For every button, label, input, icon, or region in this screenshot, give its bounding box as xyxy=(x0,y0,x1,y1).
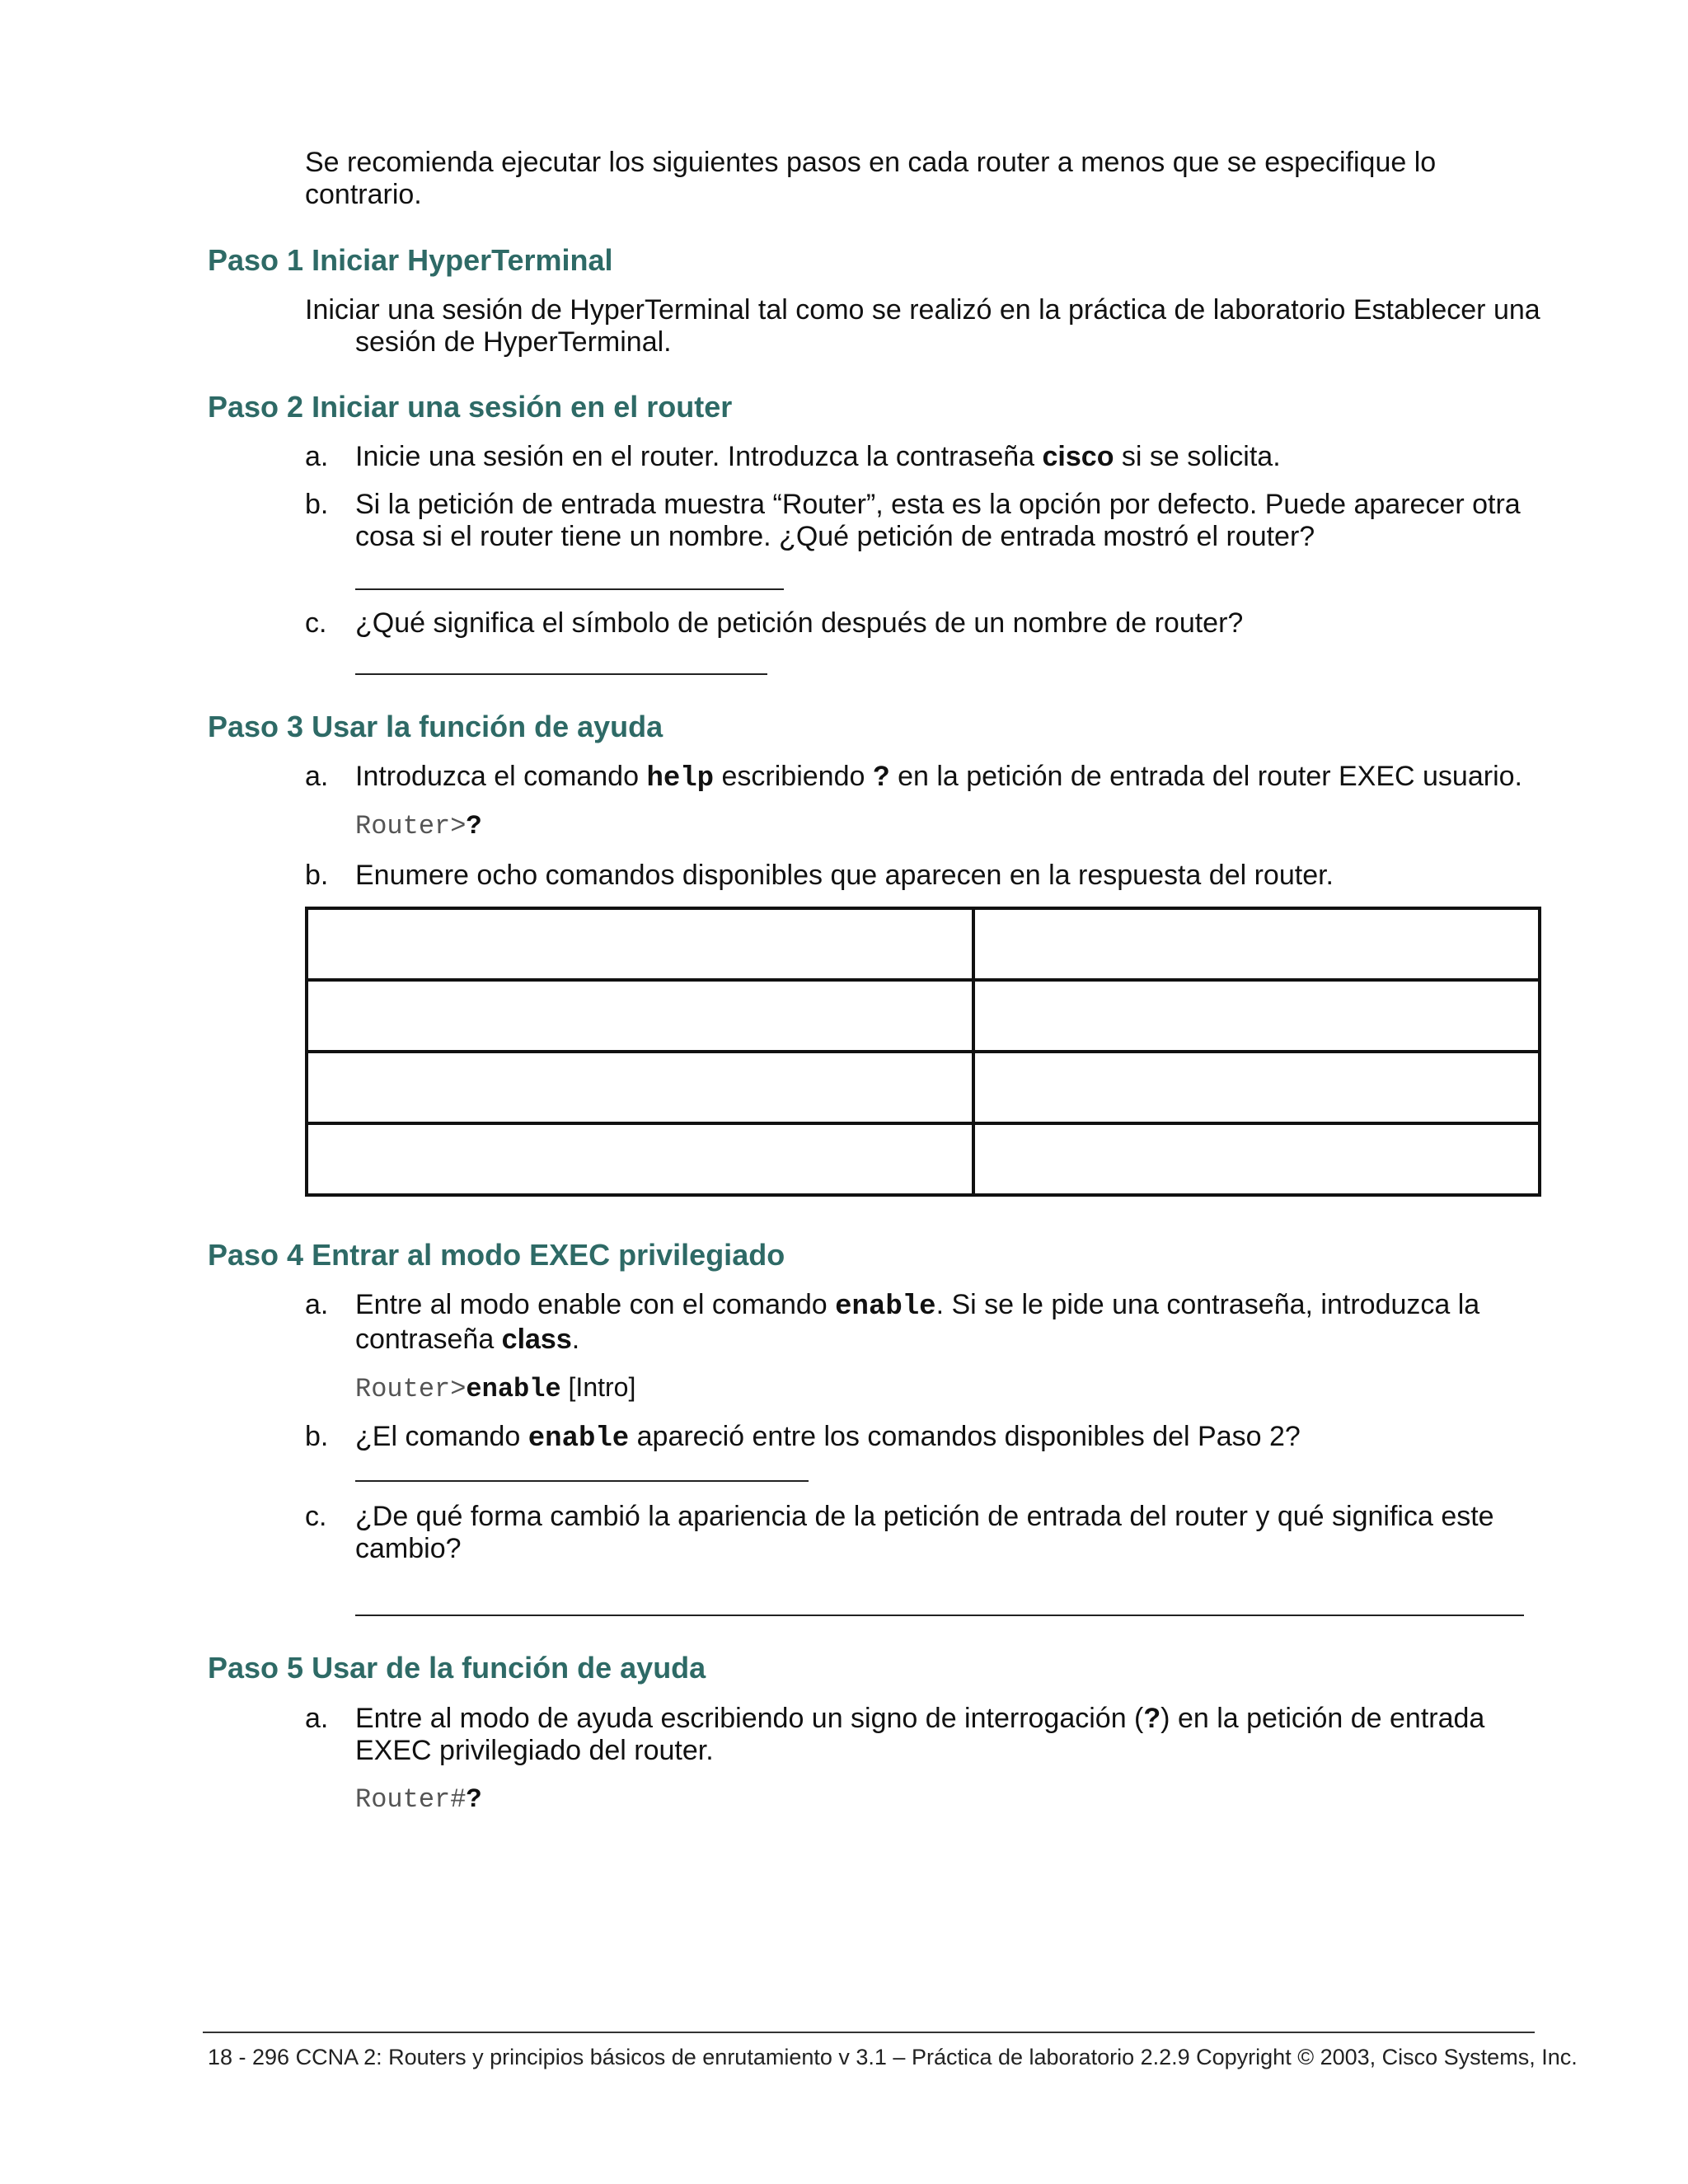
footer-rule xyxy=(203,2032,1535,2033)
code-router-enable: Router>enable [Intro] xyxy=(355,1372,636,1404)
item-text: Introduzca el comando help escribiendo ? en la petición de entrada del router EXEC usuario. xyxy=(355,761,1522,794)
answer-line-4b xyxy=(355,1480,809,1482)
commands-table xyxy=(305,907,1541,1197)
table-cell xyxy=(973,980,1540,1052)
answer-line-2b xyxy=(355,588,784,590)
item-label: a. xyxy=(305,441,329,472)
password-class: class xyxy=(501,1324,572,1355)
item-label: a. xyxy=(305,761,329,792)
password-cisco: cisco xyxy=(1042,441,1114,472)
item-label: c. xyxy=(305,607,327,639)
item-text: ¿El comando enable apareció entre los comandos disponibles del Paso 2? xyxy=(355,1421,1301,1455)
item-label: b. xyxy=(305,860,329,891)
table-cell xyxy=(307,980,973,1052)
item-label: b. xyxy=(305,1421,329,1452)
paso1-heading: Paso 1 Iniciar HyperTerminal xyxy=(208,243,613,277)
item-text: Entre al modo enable con el comando enable. Si se le pide una contraseña, introduzca la contraseña class. xyxy=(355,1289,1480,1355)
table-cell xyxy=(973,908,1540,980)
table-row xyxy=(307,980,1540,1052)
paso2-heading: Paso 2 Iniciar una sesión en el router xyxy=(208,390,733,424)
paso4-heading: Paso 4 Entrar al modo EXEC privilegiado xyxy=(208,1238,785,1272)
item-label: b. xyxy=(305,489,329,520)
item-text: ¿Qué significa el símbolo de petición después de un nombre de router? xyxy=(355,607,1244,639)
command-enable: enable xyxy=(835,1291,936,1323)
intro-line-2: contrario. xyxy=(305,179,422,210)
question-mark: ? xyxy=(872,761,890,792)
code-router-help: Router>? xyxy=(355,811,482,841)
item-text: Inicie una sesión en el router. Introduzca la contraseña cisco si se solicita. xyxy=(355,441,1281,472)
item-label: a. xyxy=(305,1703,329,1734)
item-text: Enumere ocho comandos disponibles que aparecen en la respuesta del router. xyxy=(355,860,1334,891)
answer-line-2c xyxy=(355,673,767,675)
code-router-priv-help: Router#? xyxy=(355,1784,482,1815)
table-cell xyxy=(307,1052,973,1123)
item-label: a. xyxy=(305,1289,329,1320)
command-enable: enable xyxy=(528,1423,630,1455)
paso1-line-2: sesión de HyperTerminal. xyxy=(355,326,672,358)
table-row xyxy=(307,908,1540,980)
table-cell xyxy=(307,908,973,980)
table-cell xyxy=(307,1123,973,1195)
paso5-heading: Paso 5 Usar de la función de ayuda xyxy=(208,1651,706,1685)
table-cell xyxy=(973,1123,1540,1195)
intro-line-1: Se recomienda ejecutar los siguientes pasos en cada router a menos que se especifique lo xyxy=(305,147,1437,178)
item-label: c. xyxy=(305,1501,327,1532)
table-row xyxy=(307,1123,1540,1195)
command-help: help xyxy=(646,763,715,794)
table-row xyxy=(307,1052,1540,1123)
table-cell xyxy=(973,1052,1540,1123)
answer-line-4c xyxy=(355,1615,1524,1616)
item-text: Entre al modo de ayuda escribiendo un signo de interrogación (?) en la petición de entrada EXEC privilegiado del router. xyxy=(355,1703,1485,1766)
question-mark: ? xyxy=(1143,1703,1161,1734)
paso3-heading: Paso 3 Usar la función de ayuda xyxy=(208,710,663,743)
item-text: Si la petición de entrada muestra “Router”, esta es la opción por defecto. Puede aparecer otra cosa si el router tiene un nombre. ¿Qué petición de entrada mostró el router? xyxy=(355,489,1521,552)
paso1-line-1: Iniciar una sesión de HyperTerminal tal como se realizó en la práctica de laboratorio Establecer una xyxy=(305,294,1540,326)
item-text: ¿De qué forma cambió la apariencia de la petición de entrada del router y qué significa este cambio? xyxy=(355,1501,1494,1564)
page-footer: 18 - 296 CCNA 2: Routers y principios básicos de enrutamiento v 3.1 – Práctica de laboratorio 2.2.9 Copyright © 2003, Cisco Systems, Inc. xyxy=(208,2045,1578,2069)
